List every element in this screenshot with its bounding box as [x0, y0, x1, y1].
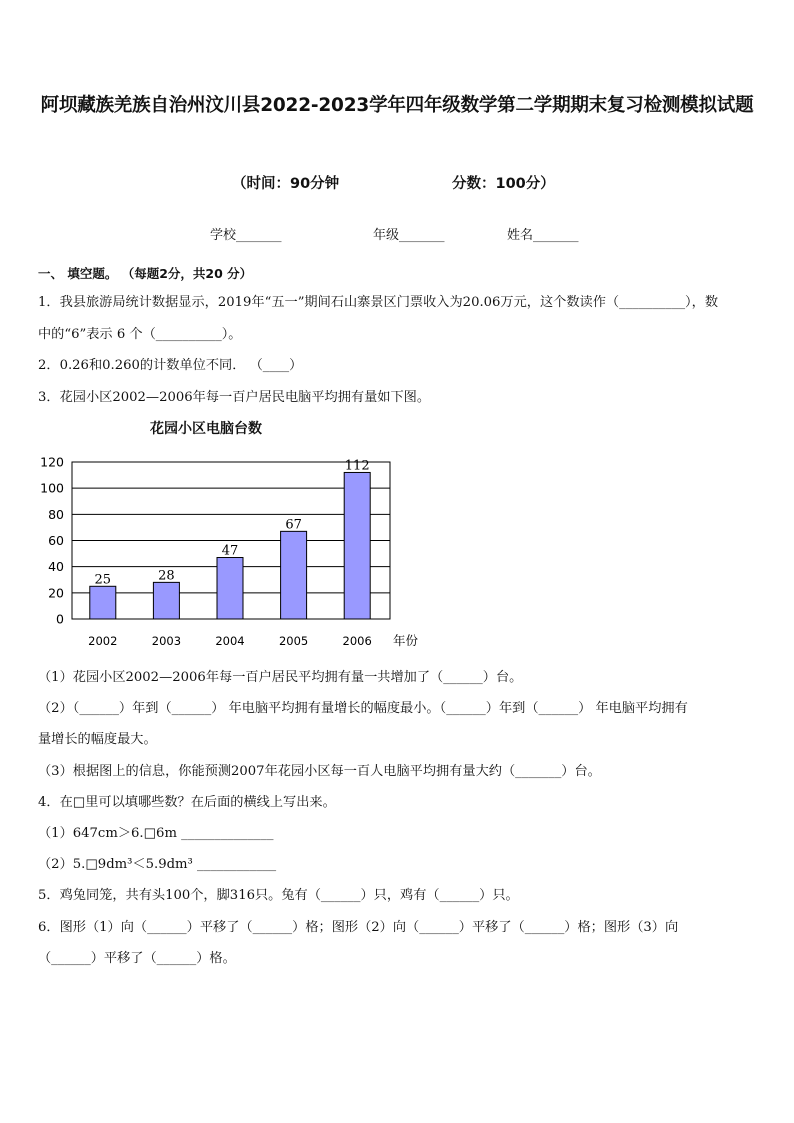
question-3-sub-3: （3）根据图上的信息，你能预测2007年花园小区每一百人电脑平均拥有量大约（_______）台。	[38, 764, 601, 779]
x-tick-label: 2005	[278, 634, 309, 648]
bar	[217, 558, 243, 619]
question-4-sub-1: （1）647cm＞6.□6m ______________	[38, 826, 274, 841]
question-3-sub-2-line-1: （2）（______）年到（______） 年电脑平均拥有量增长的幅度最小。（______）年到（______） 年电脑平均拥有	[38, 701, 688, 716]
bar	[90, 586, 116, 619]
page-title: 阿坝藏族羌族自治州汶川县2022-2023学年四年级数学第二学期期末复习检测模拟试题	[40, 95, 754, 116]
chart-x-ticks	[88, 634, 372, 648]
bar-value-label: 112	[344, 458, 370, 474]
bar	[153, 582, 179, 619]
student-fields	[0, 224, 794, 242]
y-tick-label: 0	[56, 611, 64, 627]
grade-field: 年级_______	[373, 228, 445, 243]
x-tick-label: 2006	[342, 634, 372, 648]
school-field: 学校_______	[210, 228, 282, 243]
bar-value-label: 28	[158, 568, 175, 584]
question-5: 5．鸡兔同笼，共有头100个，脚316只。兔有（______）只，鸡有（______）只。	[38, 888, 519, 903]
question-2: 2．0.26和0.260的计数单位不同． （____）	[38, 358, 303, 373]
bar-value-label: 67	[285, 517, 302, 533]
question-3: 3．花园小区2002—2006年每一百户居民电脑平均拥有量如下图。	[38, 390, 431, 405]
name-field: 姓名_______	[507, 228, 579, 243]
question-1-line-2: 中的“6”表示 6 个（__________）。	[38, 327, 242, 342]
chart-y-ticks	[40, 455, 64, 627]
total-score: 分数：100分）	[452, 176, 555, 192]
x-tick-label: 2003	[151, 634, 182, 648]
question-4-sub-2: （2）5.□9dm³＜5.9dm³ ____________	[38, 857, 277, 872]
question-1-line-1: 1．我县旅游局统计数据显示，2019年“五一”期间石山寨景区门票收入为20.06万元，这个数读作（__________），数	[38, 295, 719, 310]
y-tick-label: 100	[40, 480, 64, 496]
section-heading: 一、 填空题。 （每题2分，共20 分）	[38, 266, 253, 281]
x-tick-label: 2002	[88, 634, 118, 648]
chart-x-axis-label: 年份	[393, 633, 419, 648]
bar	[344, 472, 370, 619]
bar-chart	[0, 440, 794, 655]
y-tick-label: 60	[48, 533, 64, 548]
bar-value-label: 47	[221, 543, 239, 559]
question-6-line-1: 6．图形（1）向（______）平移了（______）格；图形（2）向（______）平移了（______）格；图形（3）向	[38, 920, 679, 935]
bar	[281, 531, 307, 619]
exam-info	[0, 172, 794, 192]
bar-value-label: 25	[94, 572, 112, 588]
question-4: 4．在□里可以填哪些数？在后面的横线上写出来。	[38, 795, 336, 810]
y-tick-label: 20	[48, 585, 64, 601]
question-3-sub-1: （1）花园小区2002—2006年每一百户居民平均拥有量一共增加了（______）台。	[38, 670, 523, 685]
time-limit: （时间：90分钟	[232, 176, 340, 192]
y-tick-label: 120	[40, 454, 64, 470]
y-tick-label: 40	[48, 559, 64, 575]
y-tick-label: 80	[48, 506, 64, 522]
question-3-sub-2-line-2: 量增长的幅度最大。	[38, 732, 157, 747]
question-6-line-2: （______）平移了（______）格。	[38, 951, 236, 966]
x-tick-label: 2004	[215, 634, 245, 648]
chart-title: 花园小区电脑台数	[150, 421, 262, 437]
